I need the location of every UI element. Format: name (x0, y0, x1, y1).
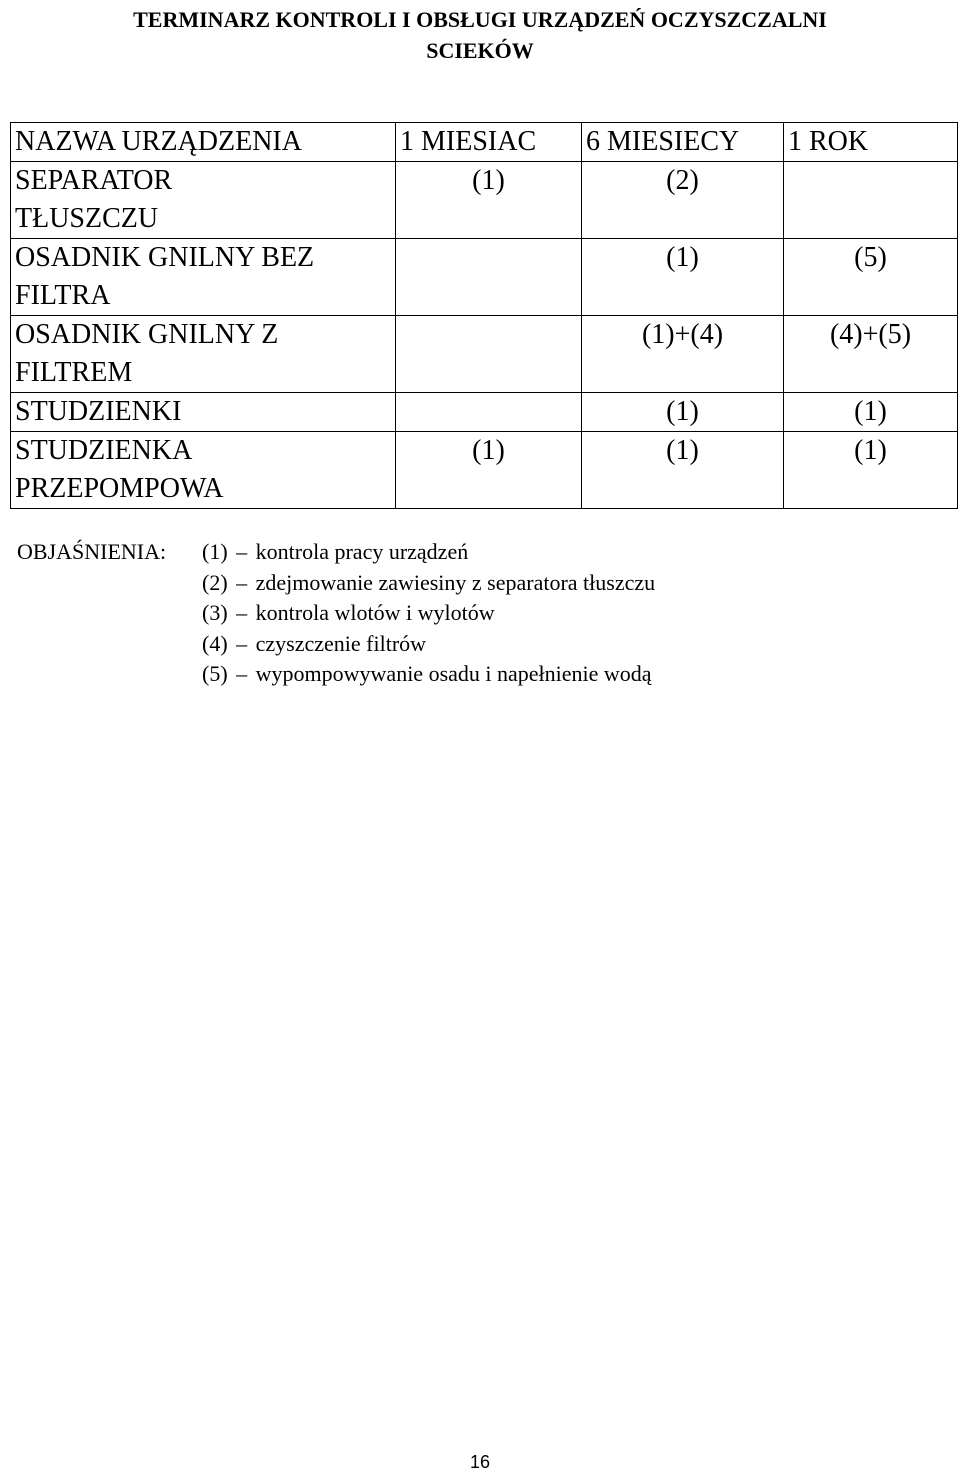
document-title-line-2: SCIEKÓW (426, 38, 534, 63)
legend-dash: – (236, 630, 248, 656)
table-row (11, 239, 958, 316)
legend-dash: – (236, 539, 248, 564)
cell-1-month (396, 239, 582, 316)
document-title-line-1: TERMINARZ KONTROLI I OBSŁUGI URZĄDZEŃ OCZYSZCZALNI (133, 7, 827, 32)
table-row (11, 162, 958, 239)
cell-6-months: (2) (582, 162, 784, 239)
cell-1-month (396, 316, 582, 393)
table-row (11, 393, 958, 432)
legend-item (17, 659, 655, 690)
cell-1-month (396, 393, 582, 432)
legend-code: (4) (202, 630, 228, 656)
cell-6-months: (1) (582, 239, 784, 316)
device-name-line: TŁUSZCZU (15, 203, 159, 234)
device-name-line: OSADNIK GNILNY BEZ (15, 242, 315, 273)
legend-indent (17, 659, 202, 690)
legend-text: czyszczenie filtrów (255, 630, 427, 656)
document-title (0, 4, 960, 66)
device-name-line: OSADNIK GNILNY Z (15, 319, 279, 350)
legend-text: kontrola pracy urządzeń (255, 539, 469, 564)
cell-6-months: (1) (582, 432, 784, 509)
legend-indent (17, 629, 202, 660)
cell-1-year: (4)+(5) (784, 316, 958, 393)
cell-1-year: (1) (784, 432, 958, 509)
legend-item (17, 598, 655, 629)
legend-indent (17, 598, 202, 629)
cell-6-months: (1)+(4) (582, 316, 784, 393)
legend-text: wypompowywanie osadu i napełnienie wodą (255, 661, 652, 686)
legend-item (17, 629, 655, 660)
legend-dash: – (236, 569, 248, 595)
legend-text: zdejmowanie zawiesiny z separatora tłuszczu (255, 569, 656, 595)
legend-indent (17, 568, 202, 599)
cell-1-month: (1) (396, 162, 582, 239)
legend-dash: – (236, 661, 248, 686)
table-row (11, 432, 958, 509)
legend-item (17, 537, 655, 568)
legend (17, 537, 655, 690)
device-name-cell (11, 393, 396, 432)
column-header-6-months: 6 MIESIECY (582, 123, 784, 162)
legend-code: (3) (202, 600, 228, 625)
legend-label: OBJAŚNIENIA: (17, 539, 167, 564)
device-name-line: STUDZIENKI (15, 396, 182, 427)
device-name-line: PRZEPOMPOWA (15, 473, 224, 504)
table-row (11, 316, 958, 393)
page-number: 16 (469, 1452, 491, 1472)
column-header-device-name: NAZWA URZĄDZENIA (11, 123, 396, 162)
cell-1-year: (1) (784, 393, 958, 432)
column-header-1-month: 1 MIESIAC (396, 123, 582, 162)
cell-1-year (784, 162, 958, 239)
device-name-line: FILTREM (15, 357, 133, 388)
legend-dash: – (236, 600, 248, 625)
device-name-line: FILTRA (15, 280, 111, 311)
cell-6-months: (1) (582, 393, 784, 432)
device-name-cell (11, 162, 396, 239)
legend-item (17, 568, 655, 599)
column-header-1-year: 1 ROK (784, 123, 958, 162)
table-header-row (11, 123, 958, 162)
cell-1-year: (5) (784, 239, 958, 316)
cell-1-month: (1) (396, 432, 582, 509)
device-name-cell (11, 432, 396, 509)
legend-code: (1) (202, 539, 228, 564)
device-name-cell (11, 239, 396, 316)
legend-text: kontrola wlotów i wylotów (255, 600, 495, 625)
device-name-cell (11, 316, 396, 393)
device-name-line: STUDZIENKA (15, 435, 193, 466)
maintenance-schedule-table (10, 122, 958, 509)
legend-code: (5) (202, 661, 228, 686)
device-name-line: SEPARATOR (15, 165, 173, 196)
legend-code: (2) (202, 569, 228, 595)
